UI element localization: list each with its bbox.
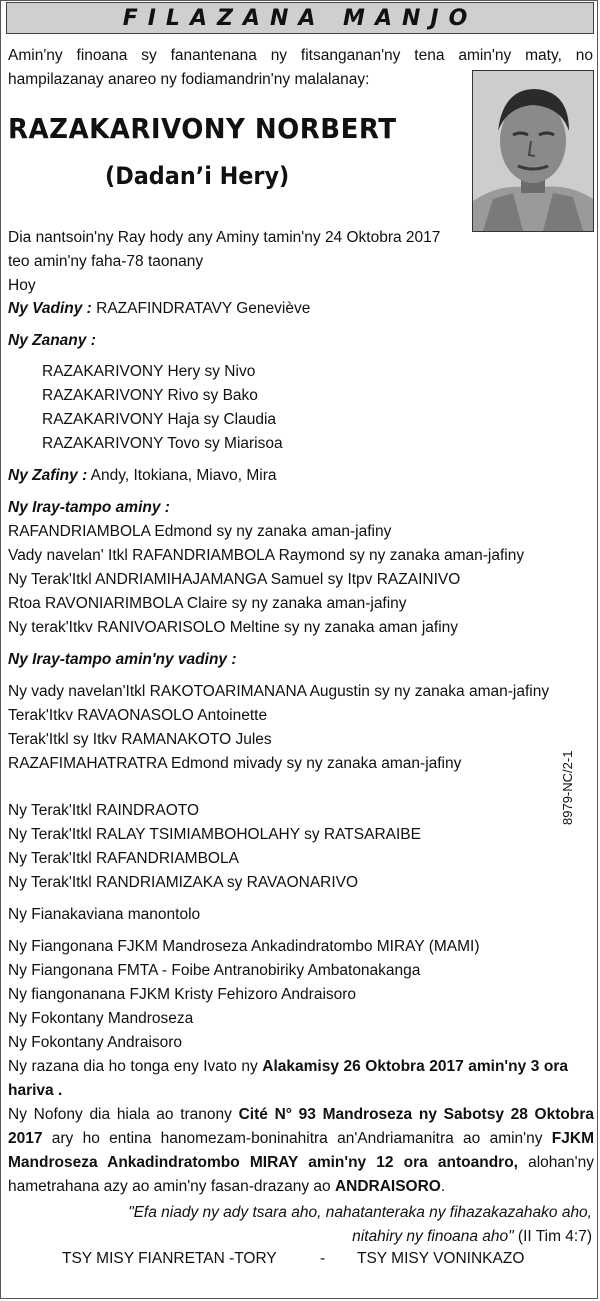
child-item: RAZAKARIVONY Haja sy Claudia bbox=[42, 411, 277, 428]
sibling-item: Ny Terak'Itkl ANDRIAMIHAJAMANGA Samuel sy Itpv RAZAINIVO bbox=[8, 571, 461, 588]
funeral-text-1: Ny Nofony dia hiala ao tranony bbox=[8, 1106, 239, 1123]
community-item: Ny Fokontany Mandroseza bbox=[8, 1010, 194, 1027]
relative-item: Ny Terak'Itkl RAINDRAOTO bbox=[8, 802, 200, 819]
grandchildren-value: Andy, Itokiana, Miavo, Mira bbox=[87, 467, 277, 484]
spouse-line bbox=[8, 297, 310, 321]
footer-no-flowers: TSY MISY VONINKAZO bbox=[357, 1250, 525, 1267]
grandchildren-label: Ny Zafiny : bbox=[8, 467, 88, 484]
funeral-address: Cité N° 93 Mandroseza ny Sabotsy 28 Oktobra 2017 bbox=[8, 1106, 594, 1147]
funeral-text-4: . bbox=[440, 1178, 446, 1195]
community-item: Ny Fiangonana FJKM Mandroseza Ankadindratombo MIRAY (MAMI) bbox=[8, 938, 480, 955]
reference-code: 8979-NC/2-1 bbox=[560, 750, 575, 825]
child-item: RAZAKARIVONY Rivo sy Bako bbox=[42, 387, 258, 404]
arrival-date: Alakamisy 26 Oktobra 2017 amin'ny 3 ora hariva . bbox=[8, 1058, 569, 1099]
burial-place: ANDRAISORO bbox=[334, 1178, 441, 1195]
sibling-item: Ny terak'Itkv RANIVOARISOLO Meltine sy ny zanaka aman jafiny bbox=[8, 619, 459, 636]
arrival-text: Ny razana dia ho tonga eny Ivato ny bbox=[8, 1058, 263, 1075]
funeral-paragraph bbox=[8, 1103, 594, 1199]
quote-reference: (II Tim 4:7) bbox=[513, 1228, 592, 1245]
sibling-item: Rtoa RAVONIARIMBOLA Claire sy ny zanaka aman-jafiny bbox=[8, 595, 407, 612]
community-item: Ny Fiangonana FMTA - Foibe Antranobiriky Ambatonakanga bbox=[8, 962, 421, 979]
whole-family-line: Ny Fianakaviana manontolo bbox=[8, 906, 201, 923]
spouse-sibling-item: RAZAFIMAHATRATRA Edmond mivady sy ny zanaka aman-jafiny bbox=[8, 755, 462, 772]
children-label: Ny Zanany : bbox=[8, 332, 96, 349]
intro-text: Amin'ny finoana sy fanantenana ny fitsanganan'ny tena amin'ny maty, no hampilazanay anareo ny fodiamandrin'ny malalanay: bbox=[8, 47, 593, 88]
deceased-name: RAZAKARIVONY NORBERT bbox=[8, 112, 397, 145]
siblings-label: Ny Iray-tampo aminy : bbox=[8, 499, 170, 516]
hoy-text: Hoy bbox=[8, 277, 36, 294]
banner-title: FILAZANA MANJO bbox=[6, 2, 594, 34]
footer-no-wake: TSY MISY FIANRETAN -TORY bbox=[62, 1250, 277, 1267]
funeral-text-3: alohan'ny hametrahana azy ao amin'ny fasan-drazany ao bbox=[8, 1154, 594, 1195]
spouse-label: Ny Vadiny : bbox=[8, 300, 92, 317]
relative-item: Ny Terak'Itkl RANDRIAMIZAKA sy RAVAONARIVO bbox=[8, 874, 359, 891]
arrival-paragraph bbox=[8, 1055, 568, 1103]
quote-line-2 bbox=[352, 1225, 592, 1249]
death-date-line: Dia nantsoin'ny Ray hody any Aminy tamin'ny 24 Oktobra 2017 bbox=[8, 229, 441, 246]
spouse-sibling-item: Terak'Itkv RAVAONASOLO Antoinette bbox=[8, 707, 268, 724]
footer-separator: - bbox=[320, 1250, 326, 1267]
spouse-value: RAZAFINDRATAVY Geneviève bbox=[91, 300, 311, 317]
relative-item: Ny Terak'Itkl RAFANDRIAMBOLA bbox=[8, 850, 239, 867]
child-item: RAZAKARIVONY Tovo sy Miarisoa bbox=[42, 435, 283, 452]
quote-text: nitahiry ny finoana aho" bbox=[352, 1228, 514, 1245]
funeral-church: FJKM Mandroseza Ankadindratombo MIRAY amin'ny 12 ora antoandro, bbox=[8, 1130, 594, 1171]
age-line: teo amin'ny faha-78 taonany bbox=[8, 253, 204, 270]
deceased-nickname: (Dadan’i Hery) bbox=[105, 162, 290, 190]
spouse-sibling-item: Terak'Itkl sy Itkv RAMANAKOTO Jules bbox=[8, 731, 272, 748]
community-item: Ny Fokontany Andraisoro bbox=[8, 1034, 183, 1051]
sibling-item: RAFANDRIAMBOLA Edmond sy ny zanaka aman-jafiny bbox=[8, 523, 392, 540]
portrait-photo bbox=[472, 70, 594, 232]
sibling-item: Vady navelan' Itkl RAFANDRIAMBOLA Raymond sy ny zanaka aman-jafiny bbox=[8, 547, 525, 564]
grandchildren-line bbox=[8, 464, 276, 488]
quote-line-1: "Efa niady ny ady tsara aho, nahatanteraka ny fihazakazahako aho, bbox=[128, 1204, 592, 1221]
funeral-text-2: ary ho entina hanomezam-boninahitra an'Andriamanitra ao amin'ny bbox=[42, 1130, 552, 1147]
spouse-sibling-item: Ny vady navelan'Itkl RAKOTOARIMANANA Augustin sy ny zanaka aman-jafiny bbox=[8, 683, 550, 700]
community-item: Ny fiangonanana FJKM Kristy Fehizoro Andraisoro bbox=[8, 986, 357, 1003]
portrait-image bbox=[473, 71, 593, 231]
child-item: RAZAKARIVONY Hery sy Nivo bbox=[42, 363, 256, 380]
spouse-siblings-label: Ny Iray-tampo amin'ny vadiny : bbox=[8, 651, 237, 668]
relative-item: Ny Terak'Itkl RALAY TSIMIAMBOHOLAHY sy RATSARAIBE bbox=[8, 826, 421, 843]
